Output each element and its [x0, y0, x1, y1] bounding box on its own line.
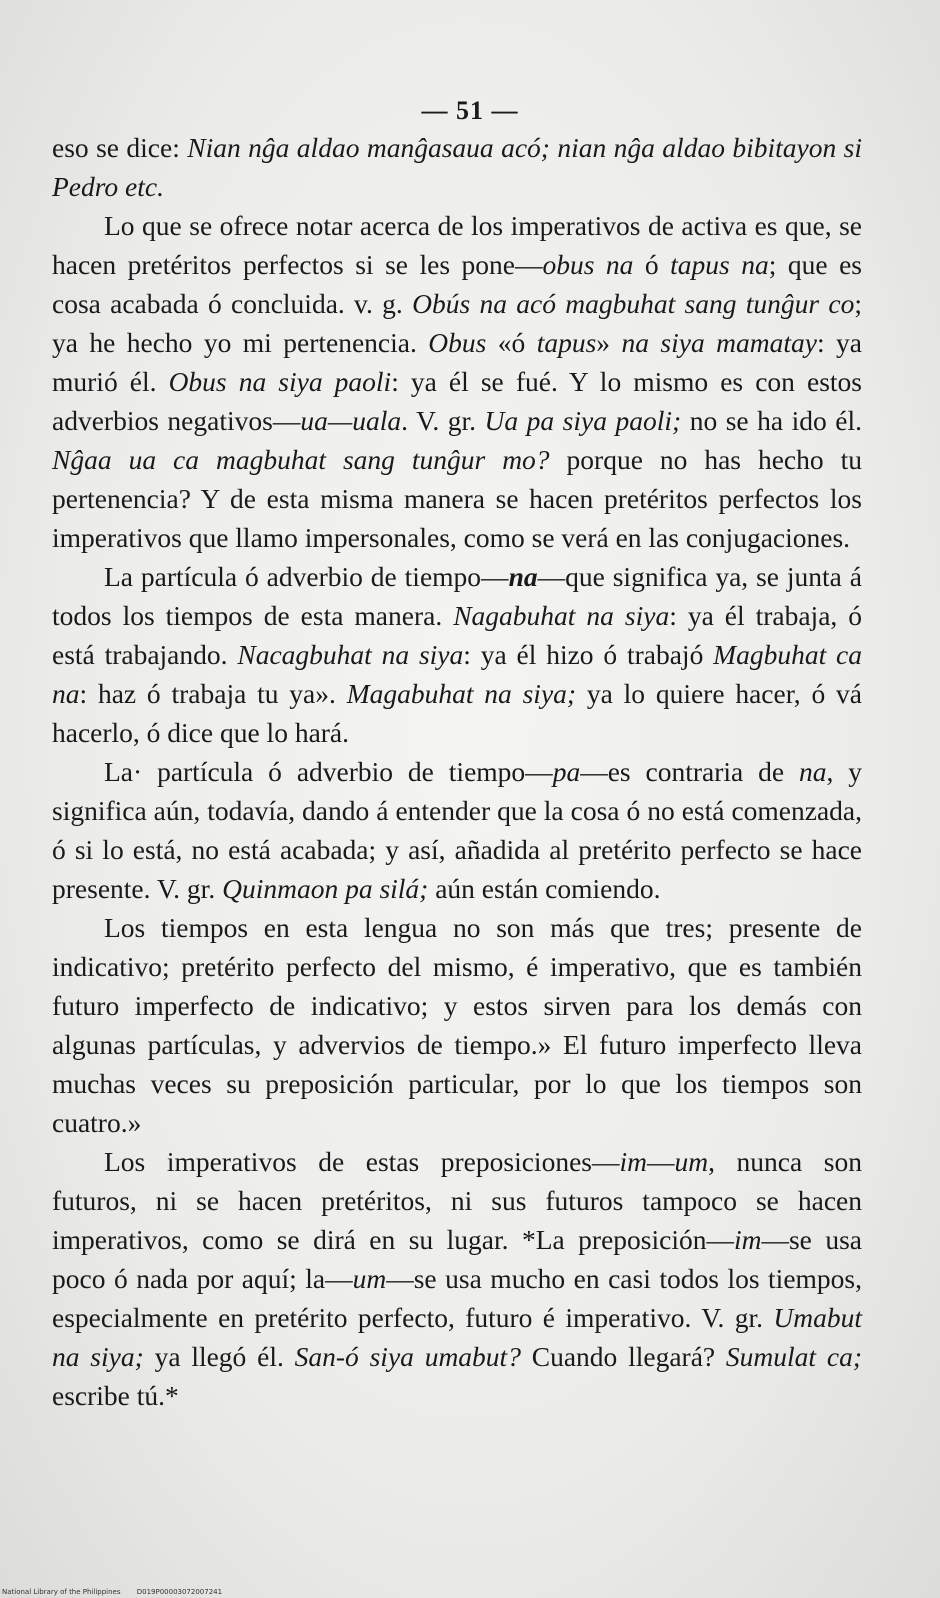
scan-footer	[2, 1588, 236, 1596]
emphasized-text: um	[674, 1146, 709, 1177]
text-run: —es contraria de	[580, 756, 799, 787]
emphasized-text: Nian nĝa aldao manĝasaua acó; nian nĝa aldao bibitayon si Pedro etc.	[52, 132, 862, 202]
text-run: , nunca son futuros, ni se hacen pretéritos, ni sus futuros tampoco se hacen imperativos, como se dirá en su lugar. *La preposición—	[52, 1146, 862, 1255]
page-number: — 51 —	[421, 96, 519, 125]
emphasized-text: tapus na	[670, 249, 769, 280]
text-run: Los imperativos de estas preposiciones—	[104, 1146, 620, 1177]
text-run: aún están comiendo.	[428, 873, 661, 904]
emphasized-text: Sumulat ca;	[725, 1341, 862, 1372]
text-run: »	[596, 327, 622, 358]
emphasized-text: na	[508, 561, 538, 592]
emphasized-text: im	[619, 1146, 647, 1177]
text-run: Lo que se ofrece notar acerca de los imperativos de activa es que, se hacen pretéritos perfectos si se les pone—	[52, 210, 862, 280]
text-run: ya lo quiere hacer, ó vá hacerlo, ó dice que lo hará.	[52, 678, 862, 748]
emphasized-text: Quinmaon pa silá;	[222, 873, 429, 904]
text-run: . V. gr.	[401, 405, 485, 436]
text-run: ; ya he hecho yo mi pertenencia.	[52, 288, 862, 358]
paragraph	[52, 128, 862, 206]
text-run: : ya él trabaja, ó está trabajando.	[52, 600, 863, 670]
text-run: ; que es cosa acabada ó concluida. v. g.	[52, 249, 863, 319]
text-run: Los tiempos en esta lengua no son más que tres; presente de indicativo; pretérito perfecto del mismo, é imperativo, que es también futuro imperfecto de indicativo; y estos sirven para los demás con algunas partículas, y advervios de tiempo.» El futuro imperfecto lleva muchas veces su preposición particular, por lo que los tiempos son cuatro.»	[52, 912, 862, 1138]
paragraph	[52, 752, 862, 908]
text-run: no se ha ido él.	[681, 405, 862, 436]
emphasized-text: Magabuhat na siya;	[346, 678, 577, 709]
paragraph	[52, 1142, 862, 1415]
text-run: : haz ó trabaja tu ya».	[79, 678, 347, 709]
emphasized-text: tapus	[536, 327, 597, 358]
emphasized-text: San-ó siya umabut?	[294, 1341, 521, 1372]
text-run: ó	[633, 249, 671, 280]
text-run: Cuando llegará?	[520, 1341, 726, 1372]
emphasized-text: Magbuhat ca na	[52, 639, 862, 709]
emphasized-text: obus na	[542, 249, 634, 280]
text-run: : ya él se fué. Y lo mismo es con estos adverbios negativos—	[52, 366, 862, 436]
text-run: «ó	[486, 327, 537, 358]
emphasized-text: pa	[552, 756, 581, 787]
emphasized-text: Umabut na siya;	[52, 1302, 862, 1372]
emphasized-text: ua—uala	[300, 405, 402, 436]
text-run: escribe tú.*	[52, 1380, 179, 1411]
emphasized-text: Obus na siya paoli	[168, 366, 392, 397]
paragraph	[52, 206, 862, 557]
body-text	[52, 128, 862, 1415]
emphasized-text: Obús na acó magbuhat sang tunĝur co	[412, 288, 855, 319]
emphasized-text: Nacagbuhat na siya	[237, 639, 464, 670]
emphasized-text: na siya mamatay	[621, 327, 817, 358]
footer-source: National Library of the Philippines	[2, 1588, 121, 1596]
text-run: : ya él hizo ó trabajó	[463, 639, 714, 670]
text-run: : ya murió él.	[52, 327, 862, 397]
emphasized-text: na	[798, 756, 827, 787]
emphasized-text: um	[352, 1263, 387, 1294]
paragraph	[52, 908, 862, 1142]
emphasized-text: Nagabuhat na siya	[453, 600, 670, 631]
text-run: porque no has hecho tu pertenencia? Y de esta misma manera se hacen pretéritos perfectos los imperativos que llamo impersonales, como se verá en las conjugaciones.	[52, 444, 863, 553]
text-run: —que significa ya, se junta á todos los tiempos de esta manera.	[52, 561, 862, 631]
paragraph	[52, 557, 862, 752]
emphasized-text: Obus	[428, 327, 487, 358]
footer-id: D019P00003072007241	[136, 1588, 223, 1596]
text-run: La partícula ó adverbio de tiempo—	[104, 561, 509, 592]
text-run: ya llegó él.	[143, 1341, 295, 1372]
text-run: —se usa poco ó nada por aquí; la—	[52, 1224, 862, 1294]
text-run: La· partícula ó adverbio de tiempo—	[104, 756, 553, 787]
emphasized-text: Nĝaa ua ca magbuhat sang tunĝur mo?	[52, 444, 550, 475]
text-run: , y significa aún, todavía, dando á entender que la cosa ó no está comenzada, ó si lo está, no está acabada; y así, añadida al pretérito perfecto se hace presente. V. gr.	[52, 756, 863, 904]
emphasized-text: im	[733, 1224, 762, 1255]
emphasized-text: Ua pa siya paoli;	[484, 405, 682, 436]
text-run: —	[646, 1146, 675, 1177]
text-run: eso se dice:	[52, 132, 188, 163]
text-run: —se usa mucho en casi todos los tiempos, especialmente en pretérito perfecto, futuro é imperativo. V. gr.	[52, 1263, 862, 1333]
